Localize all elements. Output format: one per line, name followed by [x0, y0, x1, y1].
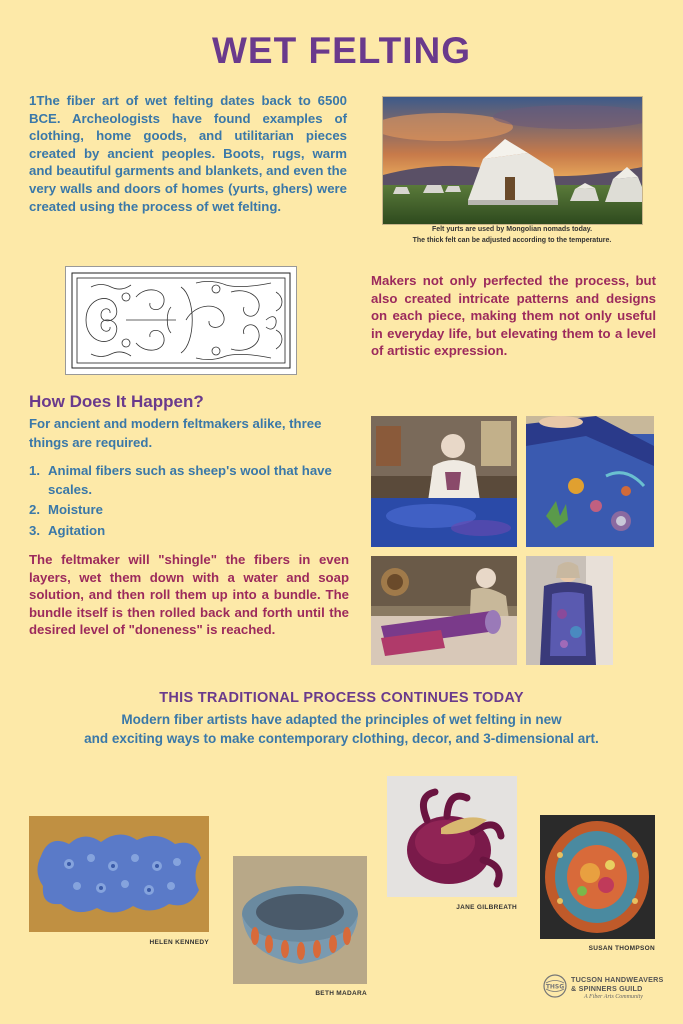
- list-item-text: Animal fibers such as sheep's wool that have scales.: [48, 463, 332, 497]
- feltmaker-photo-3: [371, 556, 517, 665]
- feltmaker-photo-2: [526, 416, 654, 547]
- yurt-caption-line1: Felt yurts are used by Mongolian nomads today.: [431, 226, 593, 233]
- felt-pattern-drawing: [65, 266, 297, 375]
- list-item-text: Agitation: [48, 522, 106, 538]
- list-item-text: Moisture: [48, 502, 103, 517]
- today-text: [60, 710, 623, 748]
- artwork-beth-madara: [233, 856, 367, 984]
- yurt-photo: [382, 96, 643, 225]
- guild-name-line2: & SPINNERS GUILD: [571, 983, 643, 993]
- artist-credit: BETH MADARA: [315, 990, 367, 997]
- today-heading: THIS TRADITIONAL PROCESS CONTINUES TODAY: [159, 690, 524, 706]
- artwork-jane-gilbreath: [387, 776, 517, 897]
- intro-paragraph: 1The fiber art of wet felting dates back to 6500 BCE. Archeologists have found examples of clothing, home goods, and utilitarian pieces created by ancient peoples. Boots, rugs, warm and beautiful garments and blankets, and even the very walls and doors of homes (yurts, ghers) were created using the process of wet felting.: [29, 93, 347, 214]
- list-item: [29, 501, 349, 520]
- list-item: [29, 522, 349, 541]
- artist-credit: JANE GILBREATH: [456, 904, 517, 911]
- yurt-caption: [380, 225, 644, 246]
- yurt-caption-line2: The thick felt can be adjusted according to the temperature.: [412, 236, 612, 244]
- artwork-helen-kennedy: [29, 816, 209, 932]
- guild-name: [571, 976, 664, 993]
- shingle-paragraph: The feltmaker will "shingle" the fibers in even layers, wet them down with a water and soap solution, and then roll them up into a bundle. The bundle itself is then rolled back and forth until the desired level of "doneness" is reached.: [29, 552, 349, 638]
- page-title: WET FELTING: [212, 30, 471, 71]
- list-item-number: 3.: [29, 522, 40, 538]
- makers-paragraph: Makers not only perfected the process, but also created intricate patterns and designs on each piece, making them not only useful in everyday life, but elevating them to a level of artistic expression.: [371, 273, 656, 359]
- today-text-line1: Modern fiber artists have adapted the principles of wet felting in new: [121, 712, 562, 727]
- list-item-number: 2.: [29, 502, 40, 517]
- guild-logo-text: THSG: [545, 983, 565, 991]
- list-item: [29, 462, 349, 499]
- how-heading: How Does It Happen?: [29, 392, 204, 411]
- how-intro: For ancient and modern feltmakers alike, three things are required.: [29, 416, 322, 450]
- feltmaker-photo-1: [371, 416, 517, 547]
- guild-tagline: A Fiber Arts Community: [584, 994, 643, 1000]
- guild-logo-icon: [542, 974, 568, 998]
- artist-credit: HELEN KENNEDY: [149, 939, 209, 946]
- artwork-susan-thompson: [540, 815, 655, 939]
- requirements-list: [29, 462, 349, 542]
- today-text-line2: and exciting ways to make contemporary clothing, decor, and 3-dimensional art.: [84, 731, 599, 746]
- guild-name-line1: TUCSON HANDWEAVERS: [571, 975, 664, 984]
- artist-credit: SUSAN THOMPSON: [588, 945, 655, 952]
- list-item-number: 1.: [29, 463, 40, 478]
- feltmaker-photo-4: [526, 556, 613, 665]
